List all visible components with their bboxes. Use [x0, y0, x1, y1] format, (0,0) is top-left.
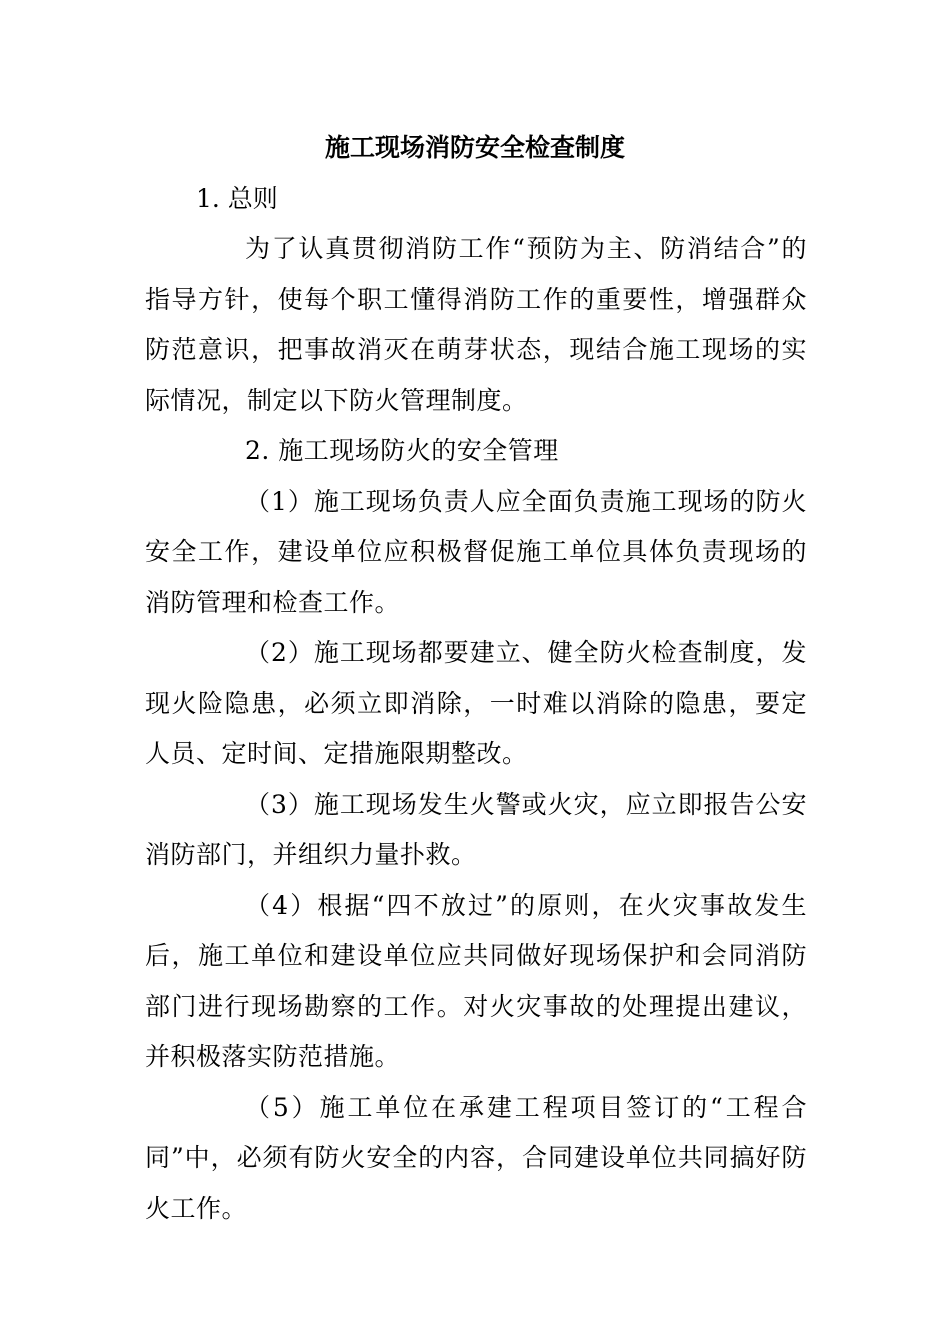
section-1-heading: 1. 总则 — [196, 184, 278, 213]
list-item: （3）施工现场发生火警或火灾，应立即报告公安消防部门，并组织力量扑救。 — [145, 789, 807, 869]
list-item: （2）施工现场都要建立、健全防火检查制度，发现火险隐患，必须立即消除，一时难以消除的隐患，要定人员、定时间、定措施限期整改。 — [145, 638, 807, 768]
list-item: （5）施工单位在承建工程项目签订的“工程合同”中，必须有防火安全的内容，合同建设单位共同搞好防火工作。 — [145, 1092, 807, 1223]
list-item: （4）根据“四不放过”的原则，在火灾事故发生后，施工单位和建设单位应共同做好现场保护和会同消防部门进行现场勘察的工作。对火灾事故的处理提出建议，并积极落实防范措施。 — [145, 890, 807, 1071]
document-body — [145, 224, 807, 1234]
document-title: 施工现场消防安全检查制度 — [324, 133, 625, 162]
list-item: （1）施工现场负责人应全面负责施工现场的防火安全工作，建设单位应积极督促施工单位具体负责现场的消防管理和检查工作。 — [145, 486, 807, 617]
section-1-paragraph: 为了认真贯彻消防工作“预防为主、防消结合”的指导方针，使每个职工懂得消防工作的重要性，增强群众防范意识，把事故消灭在萌芽状态，现结合施工现场的实际情况，制定以下防火管理制度。 — [145, 234, 807, 415]
section-2-heading: 2. 施工现场防火的安全管理 — [245, 436, 559, 465]
